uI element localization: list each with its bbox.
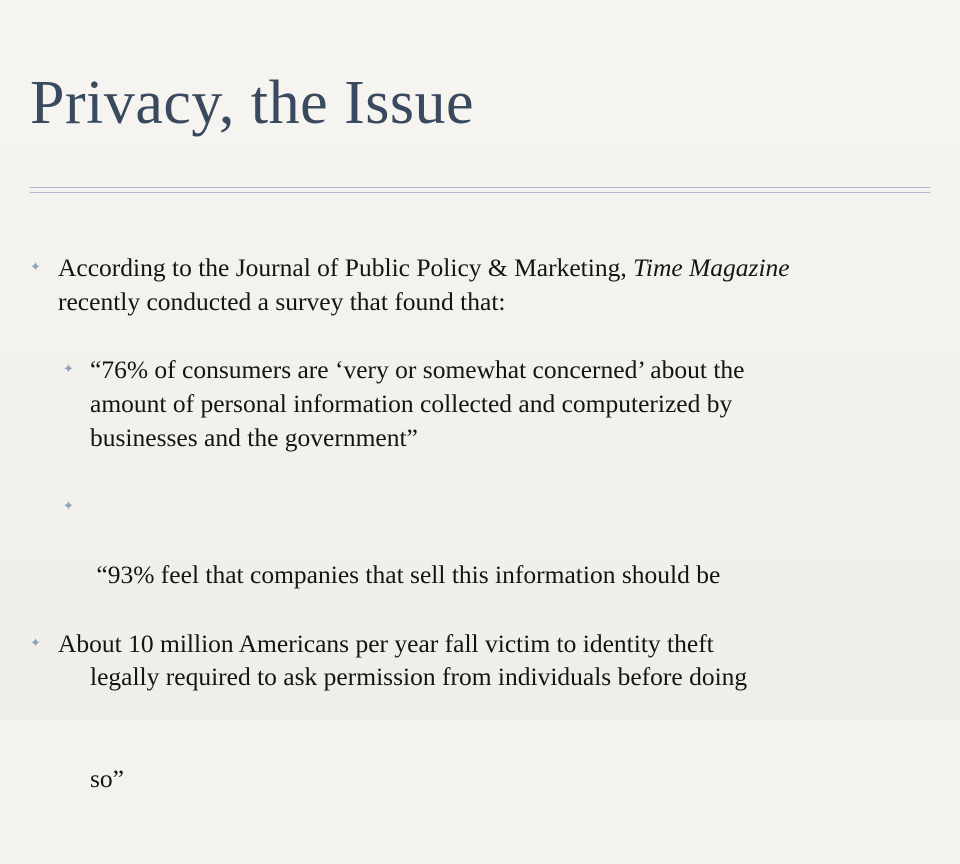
bullet-marker-icon: ✦: [30, 636, 41, 651]
bullet-item-identity-theft: [58, 627, 948, 661]
title-divider-bottom: [30, 192, 930, 193]
sub-bullet-item-93-percent: [90, 490, 940, 864]
bullet-line: amount of personal information collected and computerized by: [90, 389, 733, 418]
bullet-line: “76% of consumers are ‘very or somewhat concerned’ about the: [90, 355, 745, 384]
slide-title: Privacy, the Issue: [30, 69, 475, 137]
bullet-line: According to the Journal of Public Policy & Marketing, Time Magazine: [58, 253, 790, 282]
italic-magazine-name: Time Magazine: [633, 253, 790, 282]
sub-bullet-marker-icon: ✦: [63, 362, 74, 377]
bullet-item-survey: [58, 251, 948, 319]
sub-bullet-marker-icon: ✦: [63, 499, 74, 514]
bullet-line: recently conducted a survey that found that:: [58, 287, 506, 316]
bullet-line: so”: [90, 764, 124, 793]
title-divider-top: [30, 187, 930, 188]
bullet-marker-icon: ✦: [30, 260, 41, 275]
bullet-line: businesses and the government”: [90, 423, 418, 452]
sub-bullet-item-76-percent: [90, 353, 940, 455]
bullet-line: About 10 million Americans per year fall victim to identity theft: [58, 629, 714, 658]
bullet-line: legally required to ask permission from individuals before doing: [90, 662, 748, 691]
bullet-line: “93% feel that companies that sell this information should be: [90, 560, 721, 589]
